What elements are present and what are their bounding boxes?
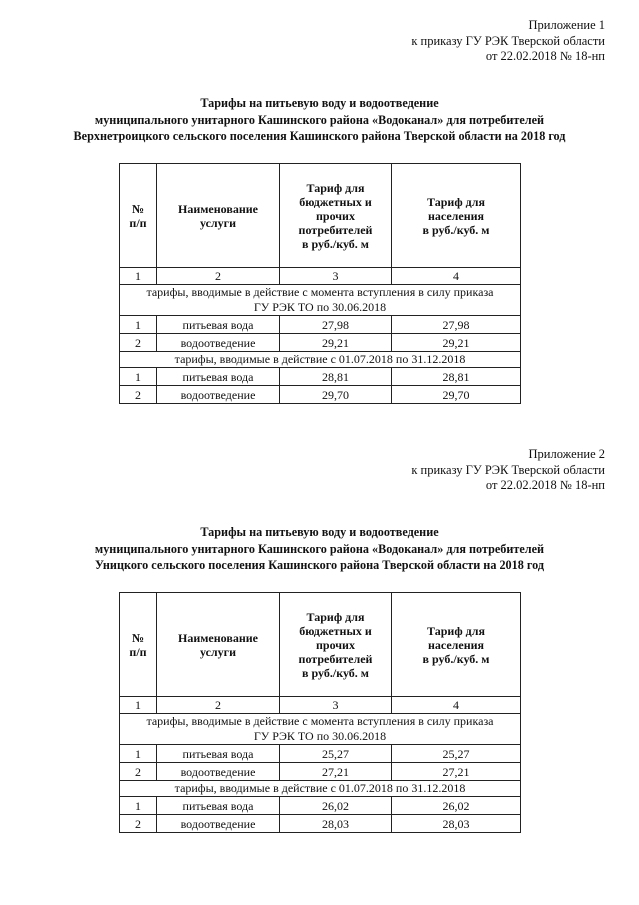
budget-tariff: 27,98 bbox=[280, 316, 392, 334]
population-tariff: 27,98 bbox=[392, 316, 521, 334]
column-numbers-row bbox=[120, 268, 521, 285]
period-row bbox=[120, 714, 521, 745]
period-row bbox=[120, 285, 521, 316]
budget-tariff: 28,03 bbox=[280, 815, 392, 833]
row-number: 1 bbox=[120, 316, 157, 334]
annex-label: Приложение 1 bbox=[528, 18, 605, 32]
service-name: водоотведение bbox=[157, 334, 280, 352]
table-row bbox=[120, 334, 521, 352]
period-label: тарифы, вводимые в действие с момента вступления в силу приказа ГУ РЭК ТО по 30.06.2018 bbox=[120, 714, 521, 745]
population-tariff: 28,81 bbox=[392, 368, 521, 386]
header-row bbox=[120, 164, 521, 268]
table-row bbox=[120, 745, 521, 763]
budget-tariff: 29,21 bbox=[280, 334, 392, 352]
row-number: 2 bbox=[120, 763, 157, 781]
title-line: Тарифы на питьевую воду и водоотведение bbox=[200, 96, 439, 110]
budget-tariff: 26,02 bbox=[280, 797, 392, 815]
row-number: 1 bbox=[120, 797, 157, 815]
population-tariff: 25,27 bbox=[392, 745, 521, 763]
column-number: 4 bbox=[392, 697, 521, 714]
table-row bbox=[120, 386, 521, 404]
annex-2-title bbox=[0, 524, 639, 574]
column-number: 1 bbox=[120, 697, 157, 714]
column-number: 3 bbox=[280, 697, 392, 714]
table-row bbox=[120, 763, 521, 781]
column-number: 4 bbox=[392, 268, 521, 285]
order-date: от 22.02.2018 № 18-нп bbox=[485, 478, 605, 492]
header-number: № п/п bbox=[120, 593, 157, 697]
column-number: 2 bbox=[157, 697, 280, 714]
service-name: питьевая вода bbox=[157, 745, 280, 763]
population-tariff: 26,02 bbox=[392, 797, 521, 815]
service-name: водоотведение bbox=[157, 815, 280, 833]
title-line: муниципального унитарного Кашинского района «Водоканал» для потребителей bbox=[94, 541, 545, 556]
row-number: 1 bbox=[120, 368, 157, 386]
population-tariff: 27,21 bbox=[392, 763, 521, 781]
service-name: питьевая вода bbox=[157, 316, 280, 334]
table-row bbox=[120, 316, 521, 334]
title-line: Верхнетроицкого сельского поселения Кашинского района Тверской области на 2018 год bbox=[73, 129, 566, 143]
row-number: 2 bbox=[120, 815, 157, 833]
header-population-tariff: Тариф для населения в руб./куб. м bbox=[392, 164, 521, 268]
service-name: питьевая вода bbox=[157, 368, 280, 386]
header-service: Наименование услуги bbox=[157, 164, 280, 268]
tariff-table-2 bbox=[119, 592, 521, 833]
budget-tariff: 29,70 bbox=[280, 386, 392, 404]
population-tariff: 29,21 bbox=[392, 334, 521, 352]
title-line: муниципального унитарного Кашинского района «Водоканал» для потребителей bbox=[94, 112, 545, 127]
annex-1-heading bbox=[411, 18, 605, 65]
order-reference: к приказу ГУ РЭК Тверской области bbox=[411, 462, 605, 477]
period-label: тарифы, вводимые в действие с 01.07.2018 по 31.12.2018 bbox=[120, 352, 521, 368]
order-date: от 22.02.2018 № 18-нп bbox=[485, 49, 605, 63]
annex-1-title bbox=[0, 95, 639, 145]
population-tariff: 28,03 bbox=[392, 815, 521, 833]
header-row bbox=[120, 593, 521, 697]
header-budget-tariff: Тариф для бюджетных и прочих потребителей в руб./куб. м bbox=[280, 164, 392, 268]
period-label: тарифы, вводимые в действие с момента вступления в силу приказа ГУ РЭК ТО по 30.06.2018 bbox=[120, 285, 521, 316]
header-budget-tariff: Тариф для бюджетных и прочих потребителей в руб./куб. м bbox=[280, 593, 392, 697]
budget-tariff: 28,81 bbox=[280, 368, 392, 386]
title-line: Уницкого сельского поселения Кашинского района Тверской области на 2018 год bbox=[94, 558, 545, 572]
table-row bbox=[120, 797, 521, 815]
service-name: питьевая вода bbox=[157, 797, 280, 815]
service-name: водоотведение bbox=[157, 386, 280, 404]
header-service: Наименование услуги bbox=[157, 593, 280, 697]
service-name: водоотведение bbox=[157, 763, 280, 781]
order-reference: к приказу ГУ РЭК Тверской области bbox=[411, 33, 605, 48]
title-line: Тарифы на питьевую воду и водоотведение bbox=[200, 525, 439, 539]
column-numbers-row bbox=[120, 697, 521, 714]
table-row bbox=[120, 815, 521, 833]
column-number: 1 bbox=[120, 268, 157, 285]
row-number: 1 bbox=[120, 745, 157, 763]
budget-tariff: 25,27 bbox=[280, 745, 392, 763]
column-number: 3 bbox=[280, 268, 392, 285]
row-number: 2 bbox=[120, 386, 157, 404]
period-row bbox=[120, 781, 521, 797]
header-population-tariff: Тариф для населения в руб./куб. м bbox=[392, 593, 521, 697]
period-row bbox=[120, 352, 521, 368]
population-tariff: 29,70 bbox=[392, 386, 521, 404]
annex-2-heading bbox=[411, 447, 605, 494]
column-number: 2 bbox=[157, 268, 280, 285]
period-label: тарифы, вводимые в действие с 01.07.2018 по 31.12.2018 bbox=[120, 781, 521, 797]
tariff-table-1 bbox=[119, 163, 521, 404]
row-number: 2 bbox=[120, 334, 157, 352]
annex-label: Приложение 2 bbox=[528, 447, 605, 461]
table-row bbox=[120, 368, 521, 386]
budget-tariff: 27,21 bbox=[280, 763, 392, 781]
header-number: № п/п bbox=[120, 164, 157, 268]
